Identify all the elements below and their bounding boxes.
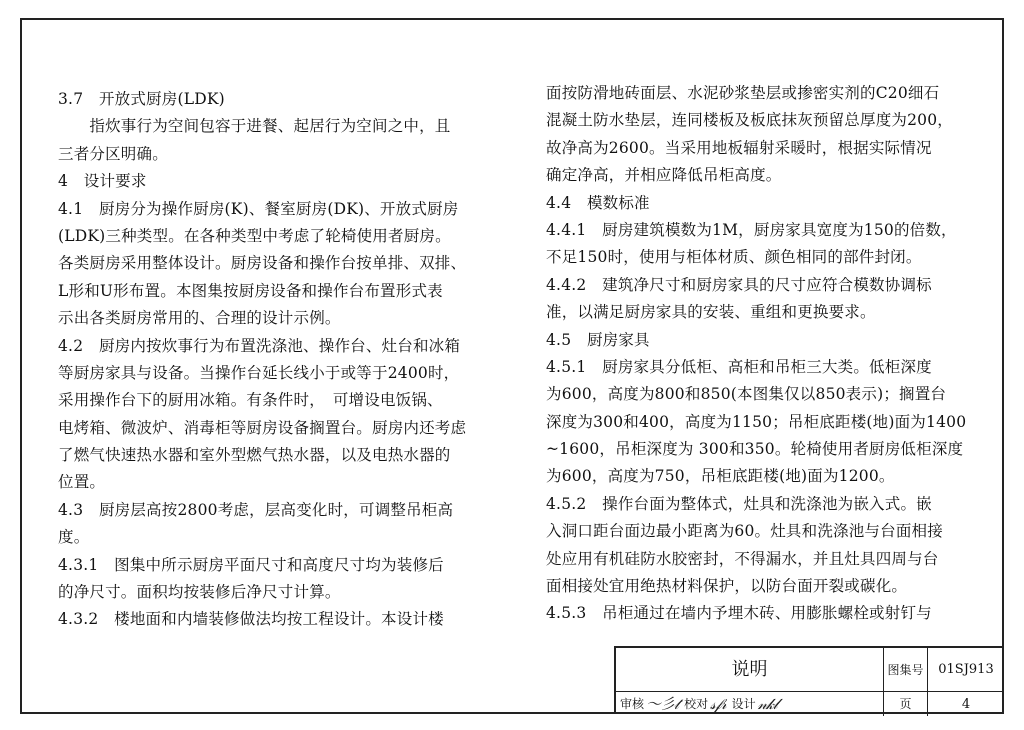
proofreader-label: 校对	[684, 697, 709, 711]
text-line: 采用操作台下的厨用冰箱。有条件时， 可增设电饭锅、	[58, 391, 443, 410]
text-line: 各类厨房采用整体设计。厨房设备和操作台按单排、双排、	[58, 254, 467, 273]
text-line: 了燃气快速热水器和室外型燃气热水器，以及电热水器的	[58, 446, 451, 465]
text-line: 4.5.1 厨房家具分低柜、高柜和吊柜三大类。低柜深度	[546, 357, 932, 376]
text-line: 的净尺寸。面积均按装修后净尺寸计算。	[58, 583, 341, 602]
text-line: 为600，高度为750，吊柜底距楼(地)面为1200。	[546, 467, 895, 486]
signature-row	[616, 692, 884, 716]
text-line: 面按防滑地砖面层、水泥砂浆垫层或掺密实剂的C20细石	[546, 84, 940, 102]
text-line: 为600，高度为800和850(本图集仅以850表示)；搁置台	[546, 385, 947, 404]
text-line: 3.7 开放式厨房(LDK)	[58, 90, 225, 108]
text-line: 电烤箱、微波炉、消毒柜等厨房设备搁置台。厨房内还考虑	[58, 418, 467, 437]
text-line: 4.4 模数标准	[546, 193, 650, 212]
text-line: 4.2 厨房内按炊事行为布置洗涤池、操作台、灶台和冰箱	[58, 336, 461, 355]
text-line: 处应用有机硅防水胶密封，不得漏水，并且灶具四周与台	[546, 549, 939, 568]
designer-signature: 𝓃𝓀𝓁	[757, 694, 777, 713]
text-line: 4.4.2 建筑净尺寸和厨房家具的尺寸应符合模数协调标	[546, 275, 932, 294]
sheet-title: 说明	[616, 648, 884, 692]
text-line: 4.1 厨房分为操作厨房(K)、餐室厨房(DK)、开放式厨房	[58, 199, 459, 218]
proofreader-signature: 𝓈𝒻𝓇	[710, 694, 726, 713]
text-line: 三者分区明确。	[58, 144, 168, 163]
atlas-number-label: 图集号	[884, 648, 928, 692]
text-line: 入洞口距台面边最小距离为60。灶具和洗涤池与台面相接	[546, 522, 943, 541]
text-line: 面相接处宜用绝热材料保护，以防台面开裂或碳化。	[546, 577, 908, 596]
page-number: 4	[961, 696, 971, 712]
text-line: 4.5.3 吊柜通过在墙内予埋木砖、用膨胀螺栓或射钉与	[546, 604, 932, 623]
reviewer-label: 审核	[620, 697, 645, 711]
designer-label: 设计	[731, 697, 756, 711]
text-line: 4.3.1 图集中所示厨房平面尺寸和高度尺寸均为装修后	[58, 555, 444, 574]
text-line: 度。	[58, 528, 90, 547]
text-line: 4.3 厨房层高按2800考虑，层高变化时，可调整吊柜高	[58, 500, 454, 519]
text-line: (LDK)三种类型。在各种类型中考虑了轮椅使用者厨房。	[58, 226, 451, 245]
text-line: 深度为300和400，高度为1150；吊柜底距楼(地)面为1400	[546, 412, 967, 431]
text-line: 故净高为2600。当采用地板辐射采暖时，根据实际情况	[546, 138, 932, 157]
text-line: L形和U形布置。本图集按厨房设备和操作台布置形式表	[58, 281, 443, 300]
reviewer-signature: 〜彡𝓉	[646, 694, 679, 713]
text-line: 示出各类厨房常用的、合理的设计示例。	[58, 309, 341, 328]
title-block	[614, 646, 1004, 714]
text-line: 4.4.1 厨房建筑模数为1M，厨房家具宽度为150的倍数，	[546, 220, 957, 239]
page-label: 页	[884, 692, 928, 716]
text-line: 混凝土防水垫层，连同楼板及板底抹灰预留总厚度为200，	[546, 111, 953, 130]
text-line: ~1600，吊柜深度为 300和350。轮椅使用者厨房低柜深度	[546, 440, 964, 459]
text-line: 确定净高，并相应降低吊柜高度。	[546, 166, 782, 185]
text-line: 指炊事行为空间包容于进餐、起居行为空间之中，且	[58, 117, 451, 136]
atlas-number: 01SJ913	[928, 648, 1004, 692]
text-line: 4.5.2 操作台面为整体式，灶具和洗涤池为嵌入式。嵌	[546, 494, 932, 513]
text-line: 不足150时，使用与柜体材质、颜色相同的部件封闭。	[546, 248, 922, 267]
left-text-column	[58, 86, 498, 634]
text-line: 4.5 厨房家具	[546, 330, 650, 349]
right-text-column	[546, 80, 986, 628]
text-line: 等厨房家具与设备。当操作台延长线小于或等于2400时，	[58, 363, 460, 382]
text-line: 位置。	[58, 473, 106, 492]
text-line: 4 设计要求	[58, 172, 147, 191]
text-line: 准，以满足厨房家具的安装、重组和更换要求。	[546, 303, 876, 322]
text-line: 4.3.2 楼地面和内墙装修做法均按工程设计。本设计楼	[58, 610, 444, 629]
